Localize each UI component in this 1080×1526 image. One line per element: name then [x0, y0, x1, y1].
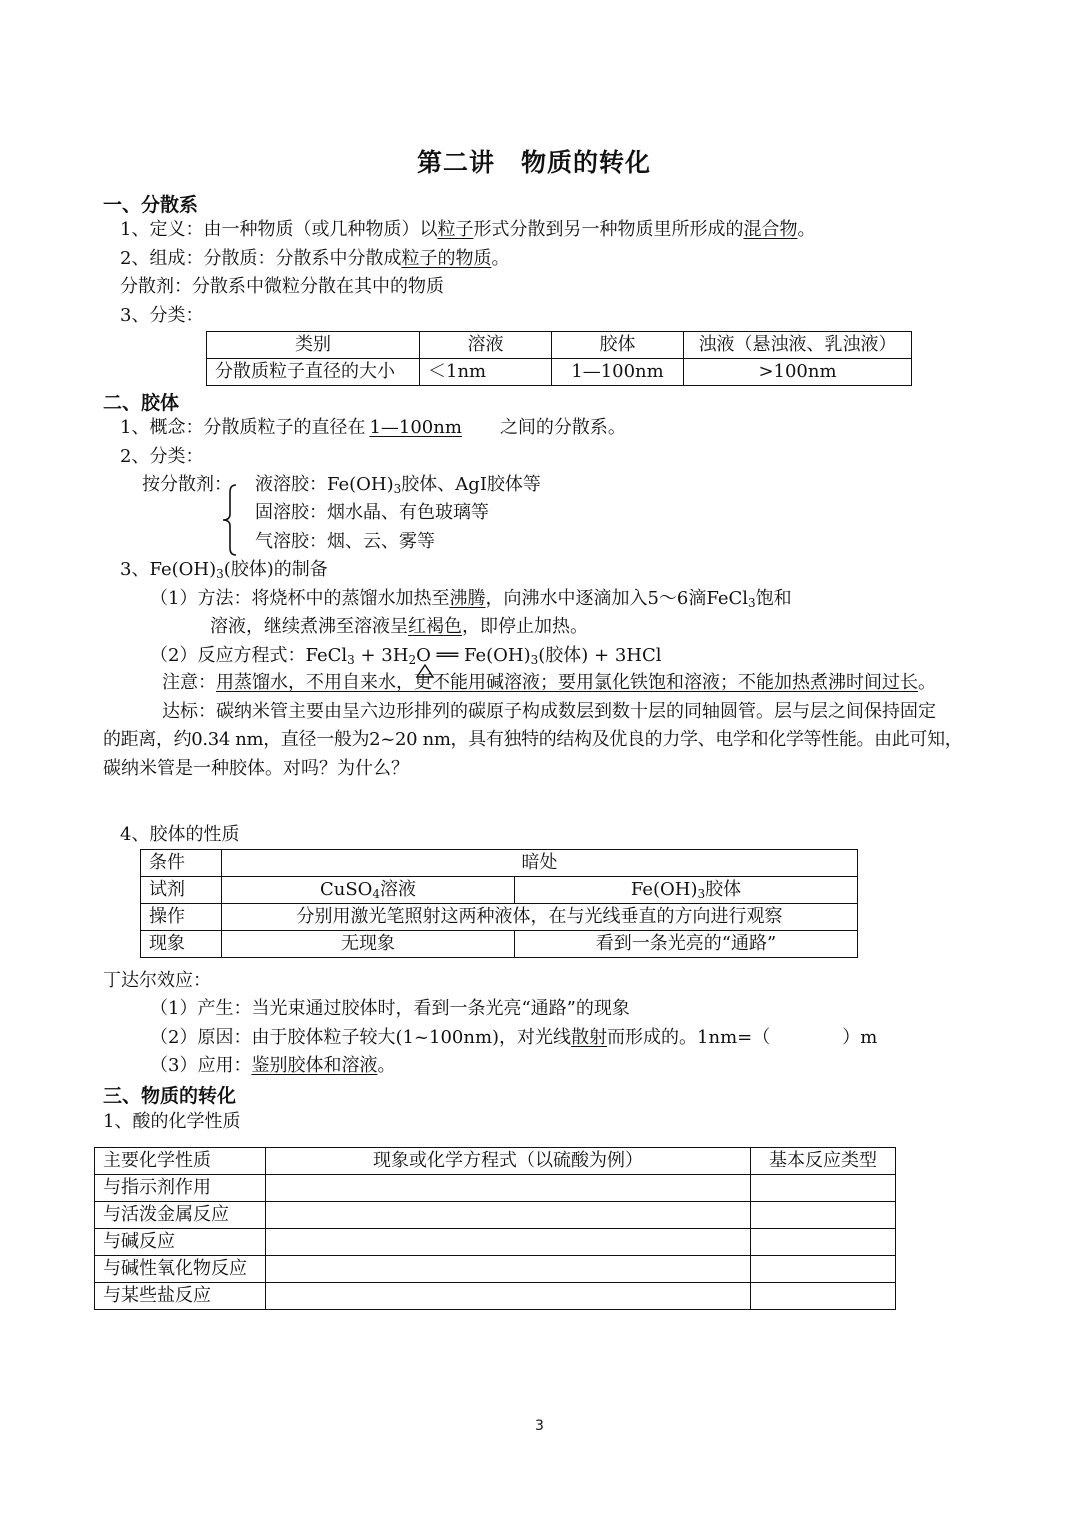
- table-cell: 胶体: [552, 332, 684, 359]
- section-heading-transformation: 三、物质的转化: [103, 1085, 237, 1107]
- liquid-sol-line: 液溶胶：$Fe(OH)_3$胶体、AgI胶体等: [255, 474, 541, 496]
- answer-cell[interactable]: [751, 1175, 896, 1202]
- solid-sol-line: 固溶胶：烟水晶、有色玻璃等: [255, 502, 489, 523]
- table-row: [207, 332, 912, 359]
- equation-line: （2）反应方程式：FeCl$_3$ + $3H_2O$ ══ $Fe(OH)_3$(胶体) + 3HCl: [150, 645, 662, 667]
- table-cell: 与指示剂作用: [95, 1175, 266, 1202]
- answer-cell[interactable]: [266, 1175, 751, 1202]
- answer-cell[interactable]: [751, 1283, 896, 1310]
- table-cell: 看到一条光亮的“通路”: [515, 931, 858, 958]
- table-cell: 操作: [141, 904, 222, 931]
- goal-line-3: 碳纳米管是一种胶体。对吗？为什么？: [103, 758, 409, 779]
- table-cell: 与活泼金属反应: [95, 1202, 266, 1229]
- answer-cell[interactable]: [751, 1256, 896, 1283]
- table-row: [95, 1256, 896, 1283]
- table-cell: >100nm: [684, 359, 912, 386]
- tyndall-line-2: （2）原因：由于胶体粒子较大(1~100nm)，对光线散射而形成的。1nm=（ ）m: [150, 1027, 878, 1048]
- table-cell: 1—100nm: [552, 359, 684, 386]
- tyndall-heading: 丁达尔效应：: [103, 970, 211, 991]
- composition-line: 2、组成：分散质：分散系中分散成粒子的物质。: [120, 248, 510, 269]
- table-cell: 基本反应类型: [751, 1148, 896, 1175]
- answer-cell[interactable]: [751, 1229, 896, 1256]
- table-cell: 现象: [141, 931, 222, 958]
- method-line-1: （1）方法：将烧杯中的蒸馏水加热至沸腾，向沸水中逐滴加入5～6滴FeCl$_3$饱和: [150, 588, 792, 610]
- gas-sol-line: 气溶胶：烟、云、雾等: [255, 531, 435, 552]
- table-cell: ＜1nm: [420, 359, 552, 386]
- table-row: [207, 359, 912, 386]
- acid-properties-table: [94, 1147, 896, 1310]
- table-cell: 分散质粒子直径的大小: [207, 359, 420, 386]
- definition-line: 1、定义：由一种物质（或几种物质）以粒子形式分散到另一种物质里所形成的混合物。: [120, 219, 816, 240]
- answer-cell[interactable]: [266, 1202, 751, 1229]
- table-cell: 现象或化学方程式（以硫酸为例）: [266, 1148, 751, 1175]
- acid-properties-heading: 1、酸的化学性质: [103, 1111, 241, 1132]
- table-row: [141, 850, 858, 877]
- tyndall-line-1: （1）产生：当光束通过胶体时，看到一条光亮“通路”的现象: [150, 998, 630, 1019]
- table-row: [95, 1175, 896, 1202]
- page-title: 第二讲 物质的转化: [417, 148, 652, 177]
- properties-heading: 4、胶体的性质: [120, 824, 240, 845]
- table-cell: 与某些盐反应: [95, 1283, 266, 1310]
- table-cell: CuSO$_4$溶液: [222, 877, 515, 904]
- dispersion-table: [206, 331, 912, 386]
- colloid-class-label: 2、分类：: [120, 446, 204, 467]
- by-solvent-label: 按分散剂：: [142, 474, 232, 495]
- table-cell: 主要化学性质: [95, 1148, 266, 1175]
- table-cell: 溶液: [420, 332, 552, 359]
- tyndall-line-3: （3）应用：鉴别胶体和溶液。: [150, 1055, 396, 1076]
- answer-cell[interactable]: [751, 1202, 896, 1229]
- table-row: [95, 1148, 896, 1175]
- table-row: [141, 877, 858, 904]
- classification-label: 3、分类：: [120, 305, 204, 326]
- section-heading-colloid: 二、胶体: [103, 392, 180, 414]
- table-cell: 试剂: [141, 877, 222, 904]
- table-row: [95, 1202, 896, 1229]
- table-cell: 与碱性氧化物反应: [95, 1256, 266, 1283]
- table-cell: 条件: [141, 850, 222, 877]
- table-cell: 分别用激光笔照射这两种液体，在与光线垂直的方向进行观察: [222, 904, 858, 931]
- method-line-2: 溶液，继续煮沸至溶液呈红褐色，即停止加热。: [210, 616, 588, 637]
- preparation-heading: 3、$Fe(OH)_3$(胶体)的制备: [120, 559, 328, 581]
- section-heading-dispersion: 一、分散系: [103, 194, 199, 216]
- table-row: [141, 931, 858, 958]
- brace-icon: [220, 482, 238, 558]
- goal-line-1: 达标：碳纳米管主要由呈六边形排列的碳原子构成数层到数十层的同轴圆管。层与层之间保持固定: [162, 701, 936, 722]
- note-line: 注意：用蒸馏水，不用自来水，更不能用碱溶液；要用氯化铁饱和溶液；不能加热煮沸时间过长。: [162, 672, 936, 693]
- answer-cell[interactable]: [266, 1283, 751, 1310]
- table-cell: 无现象: [222, 931, 515, 958]
- table-row: [95, 1283, 896, 1310]
- table-row: [95, 1229, 896, 1256]
- colloid-properties-table: [140, 849, 858, 958]
- page-number: 3: [535, 1418, 544, 1434]
- table-cell: 类别: [207, 332, 420, 359]
- goal-line-2: 的距离，约0.34 nm，直径一般为2~20 nm，具有独特的结构及优良的力学、电学和化学等性能。由此可知，: [103, 729, 963, 750]
- table-cell: 浊液（悬浊液、乳浊液）: [684, 332, 912, 359]
- table-cell: 暗处: [222, 850, 858, 877]
- answer-cell[interactable]: [266, 1229, 751, 1256]
- table-cell: 与碱反应: [95, 1229, 266, 1256]
- table-row: [141, 904, 858, 931]
- table-cell: $Fe(OH)_3$胶体: [515, 877, 858, 904]
- answer-cell[interactable]: [266, 1256, 751, 1283]
- solvent-line: 分散剂：分散系中微粒分散在其中的物质: [120, 276, 444, 297]
- concept-line: 1、概念：分散质粒子的直径在 1—100nm 之间的分散系。: [120, 417, 626, 438]
